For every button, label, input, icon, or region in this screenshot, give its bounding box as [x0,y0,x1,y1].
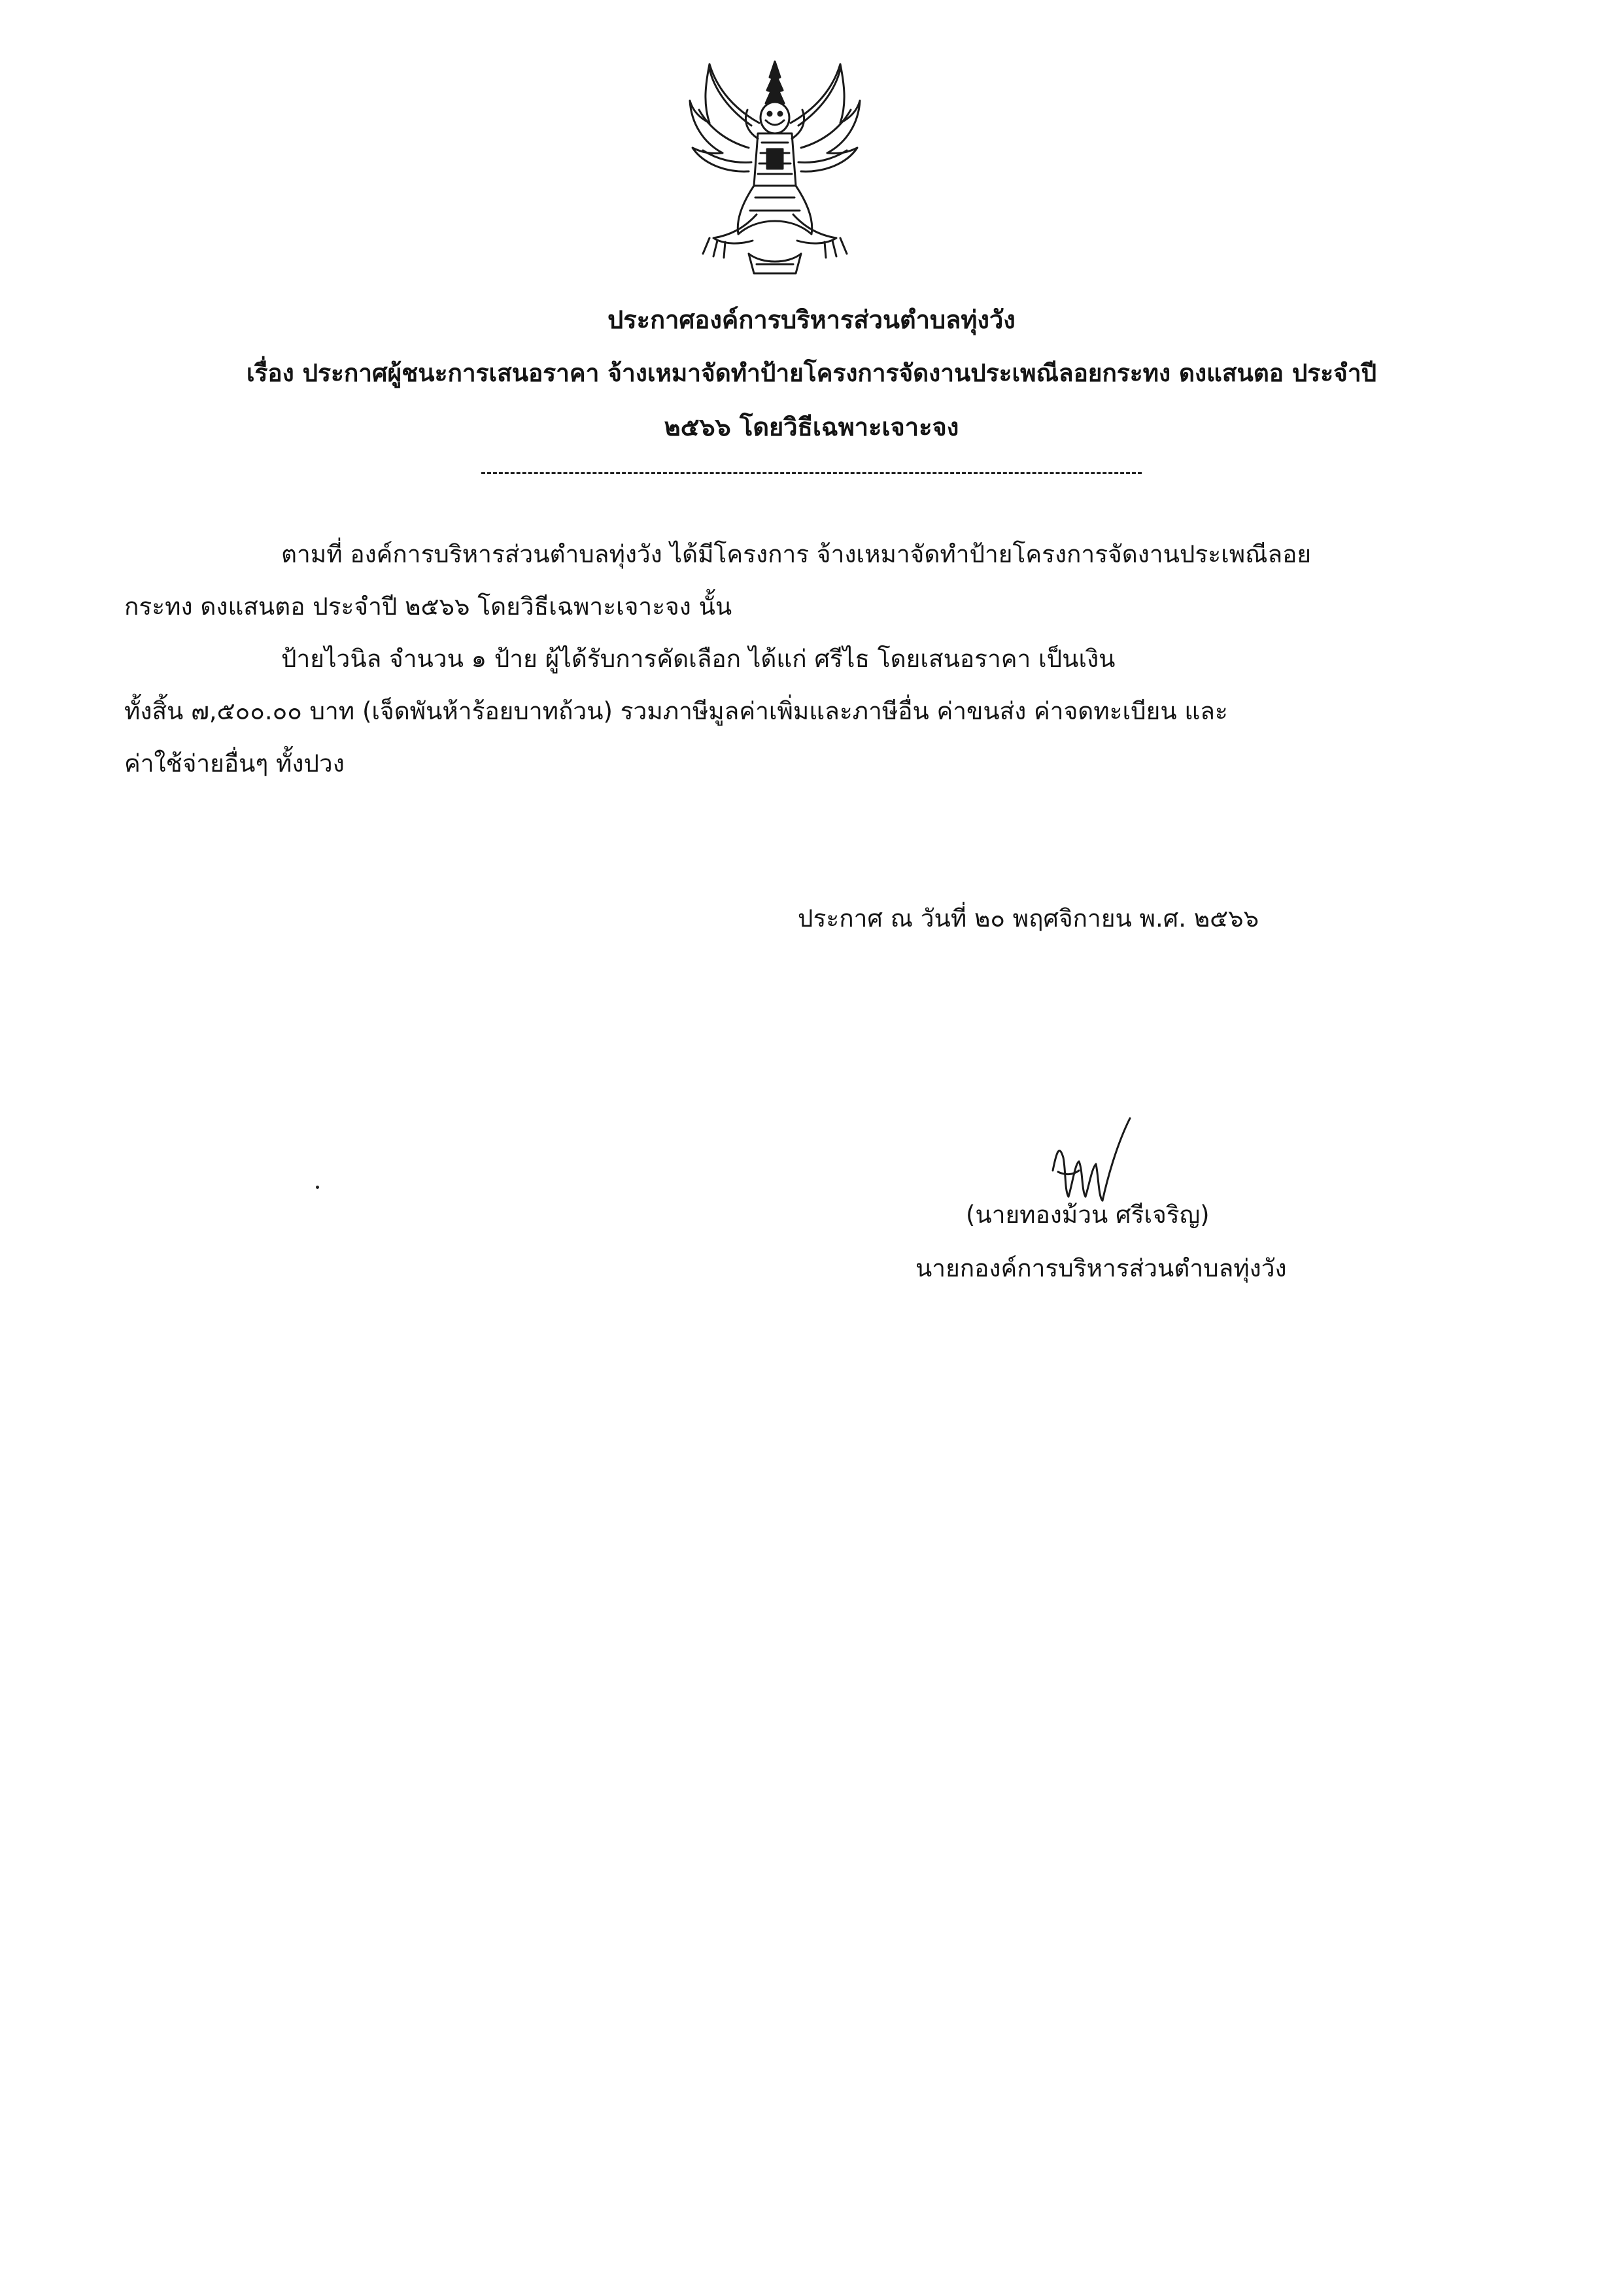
paragraph-1-line-1: ตามที่ องค์การบริหารส่วนตำบลทุ่งวัง ได้มีโครงการ จ้างเหมาจัดทำป้ายโครงการจัดงานประเพณีลอย [281,540,1312,568]
announcement-date: ประกาศ ณ วันที่ ๒๐ พฤศจิกายน พ.ศ. ๒๕๖๖ [798,904,1259,933]
organization-heading: ประกาศองค์การบริหารส่วนตำบลทุ่งวัง [607,305,1016,334]
signatory-name: (นายทองม้วน ศรีเจริญ) [966,1201,1210,1229]
paragraph-2-line-3: ค่าใช้จ่ายอื่นๆ ทั้งปวง [124,749,345,778]
garuda-emblem-icon [683,58,866,280]
title-divider [481,472,1142,474]
paragraph-2-line-1: ป้ายไวนิล จำนวน ๑ ป้าย ผู้ได้รับการคัดเลือก ได้แก่ ศรีไธ โดยเสนอราคา เป็นเงิน [281,645,1116,673]
paragraph-2-line-2: ทั้งสิ้น ๗,๕๐๐.๐๐ บาท (เจ็ดพันห้าร้อยบาทถ้วน) รวมภาษีมูลค่าเพิ่มและภาษีอื่น ค่าขนส่ง ค่าจดทะเบียน และ [124,697,1228,725]
subject-heading: เรื่อง ประกาศผู้ชนะการเสนอราคา จ้างเหมาจัดทำป้ายโครงการจัดงานประเพณีลอยกระทง ดงแสนตอ ประจำปี [246,359,1377,387]
subject-heading-continued: ๒๕๖๖ โดยวิธีเฉพาะเจาะจง [664,413,959,441]
document-title [131,293,1492,454]
signatory-position: นายกองค์การบริหารส่วนตำบลทุ่งวัง [915,1254,1287,1282]
stray-mark [316,1186,319,1189]
paragraph-1-line-2: กระทง ดงแสนตอ ประจำปี ๒๕๖๖ โดยวิธีเฉพาะเจาะจง นั้น [124,592,732,621]
